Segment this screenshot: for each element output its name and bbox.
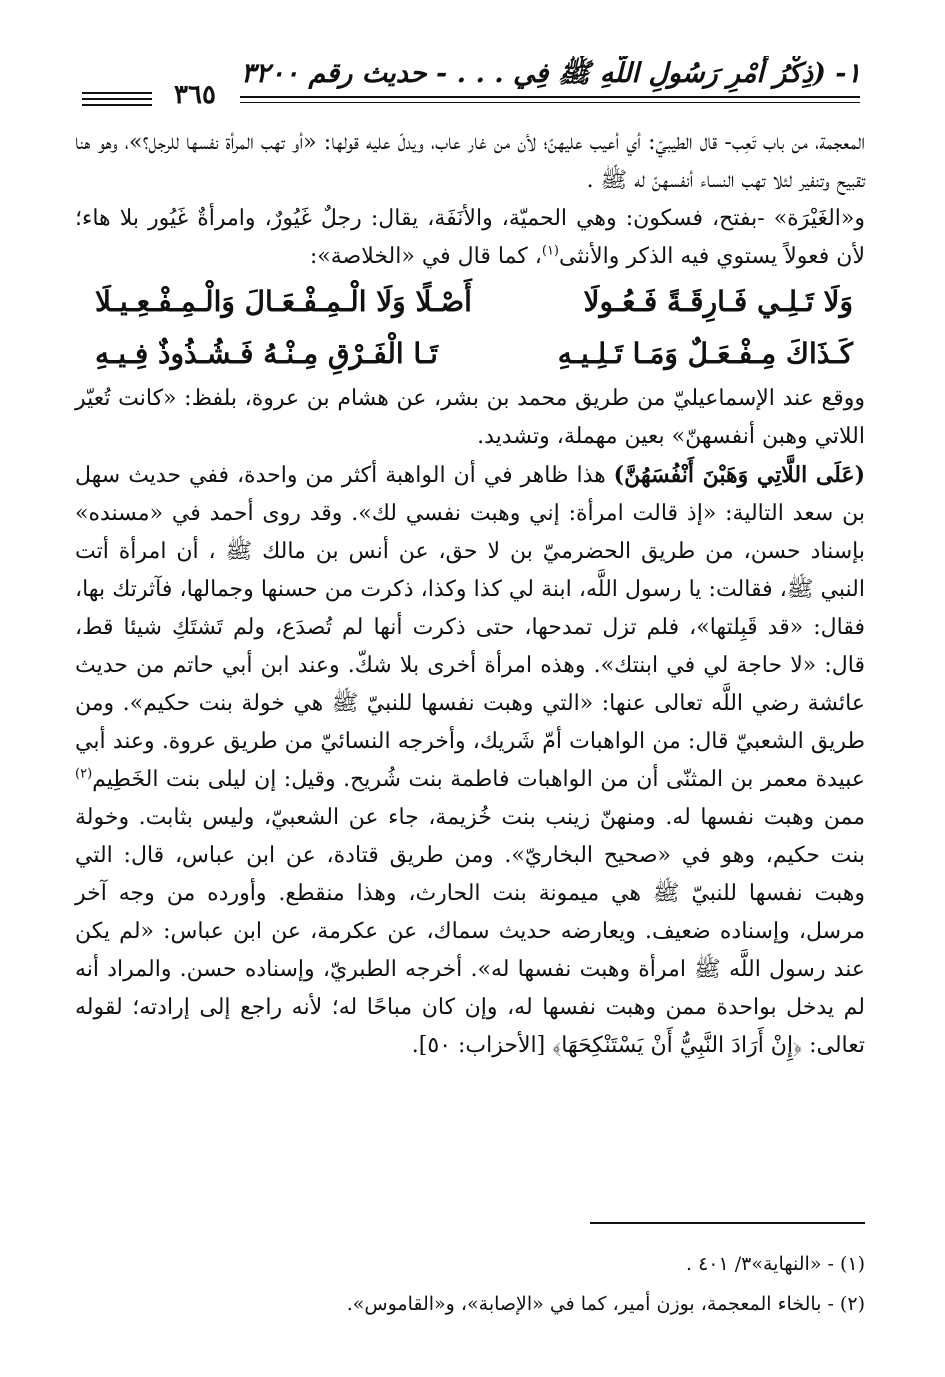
paragraph-text: و«الغَيْرَة» -بفتح، فسكون: وهي الحميّة، والأنَفَة، يقال: رجلٌ غَيُورٌ، وامرأةٌ غَيُور بلا هاء؛ لأن فعولاً يستوي فيه الذكر والأنثى: [75, 206, 865, 269]
verse-first-hemistich: كَـذَاكَ مِـفْـعَـلٌ وَمَـا تَـلِـيـهِ: [557, 337, 853, 370]
header-rule-thin: [240, 102, 860, 103]
header-rule: [240, 96, 860, 98]
lemma-heading: (عَلَى اللَّاتِي وَهَبْنَ أَنْفُسَهُنَّ): [613, 462, 865, 488]
running-header-title: ١- (ذِكْرُ أَمْرِ رَسُولِ اللَّهِ ﷺ فِي . . . - حديث رقم ٣٢٠٠: [241, 58, 861, 89]
main-text: [75, 124, 865, 1065]
paragraph: ووقع عند الإسماعيليّ من طريق محمد بن بشر، عن هشام بن عروة، بلفظ: «كانت تُعيّر اللاتي وهبن أنفسهنّ» بعين مهملة، وتشديد.: [75, 386, 865, 449]
paragraph-text: ممن وهبت نفسها له. ومنهنّ زينب بنت خُزيمة، جاء عن الشعبيّ، وليس بثابت. وخولة بنت حكيم، وهو في «صحيح البخاريّ». ومن طريق قتادة، عن ابن عباس، قال: التي وهبت نفسها للنبيّ ﷺ هي ميمونة بنت الحارث، وهذا منقطع. وأورده من وجه آخر مرسل، وإسناده ضعيف. ويعارضه حديث سماك، عن عكرمة، عن ابن عباس: «لم يكن عند رسول اللَّه ﷺ امرأة وهبت نفسها له». أخرجه الطبريّ، وإسناده حسن. والمراد أنه لم يدخل بواحدة ممن وهبت نفسها له، وإن كان مباحًا له؛ لأنه راجع إلى إرادته؛ لقوله تعالى: ﴿إِنْ أَرَادَ النَّبِيُّ أَنْ يَسْتَنْكِحَهَا﴾ [الأحزاب: ٥٠].: [75, 805, 865, 1058]
paragraph: المعجمة، من باب تَعِب- قال الطيبيّ: أي أعيب عليهنّ؛ لأن من غار عاب، ويدلّ عليه قولها: «أو تهب المرأة نفسها للرجل؟»، وهو هنا تقبيح وتنفير لئلا تهب النساء أنفسهنّ له ﷺ .: [75, 130, 865, 193]
page-number-rules: [82, 92, 152, 110]
footnote-ref[interactable]: (٢): [75, 766, 93, 782]
verse-first-hemistich: وَلَا تَـلِـي فَـارِقَـةً فَـعُـولَا: [583, 285, 853, 318]
poem-verse: [75, 328, 865, 380]
footnote: (٢) - بالخاء المعجمة، بوزن أمير، كما في «الإصابة»، و«القاموس».: [346, 1293, 865, 1315]
verse-second-hemistich: أَصْـلًا وَلَا الْـمِـفْـعَـالَ وَالْـمِـفْـعِـيـلَا: [95, 285, 472, 318]
verse-second-hemistich: تَـا الْفَـرْقِ مِـنْـهُ فَـشُـذُوذٌ فِـيـهِ: [95, 337, 438, 370]
footnotes: [75, 1244, 865, 1324]
footnote: (١) - «النهاية»٣/ ٤٠١ .: [685, 1253, 865, 1275]
paragraph: [75, 200, 865, 276]
footnote-ref[interactable]: (١): [541, 243, 559, 259]
poem-verse: [75, 276, 865, 328]
paragraph-text: ، كما قال في «الخلاصة»:: [309, 244, 542, 269]
page-number: ٣٦٥: [174, 80, 216, 110]
paragraph: [75, 456, 865, 1065]
footnote-separator: [590, 1222, 865, 1224]
paragraph-text: هذا ظاهر في أن الواهبة أكثر من واحدة، ففي حديث سهل بن سعد التالية: «إذ قالت امرأة: إني وهبت نفسي لك». وقد روى أحمد في «مسنده» بإسناد حسن، من طريق الحضرميّ بن لا حق، عن أنس بن مالك ﷺ ، أن امرأة أتت النبي ﷺ، فقالت: يا رسول اللَّه، ابنة لي كذا وكذا، ذكرت من حسنها وجمالها، فآثرتك بها، فقال: «قد قَبِلتها»، فلم تزل تمدحها، حتى ذكرت أنها لم تُصدَع، ولم تَشتَكِ شيئا قط، قال: «لا حاجة لي في ابنتك». وهذه امرأة أخرى بلا شكّ. وعند ابن أبي حاتم من حديث عائشة رضي اللَّه تعالى عنها: «التي وهبت نفسها للنبيّ ﷺ هي خولة بنت حكيم». ومن طريق الشعبيّ قال: من الواهبات أمّ شَريك، وأخرجه النسائيّ من طريق عروة. وعند أبي عبيدة معمر بن المثنّى أن من الواهبات فاطمة بنت شُريح. وقيل: إن ليلى بنت الخَطِيم: [75, 463, 865, 792]
